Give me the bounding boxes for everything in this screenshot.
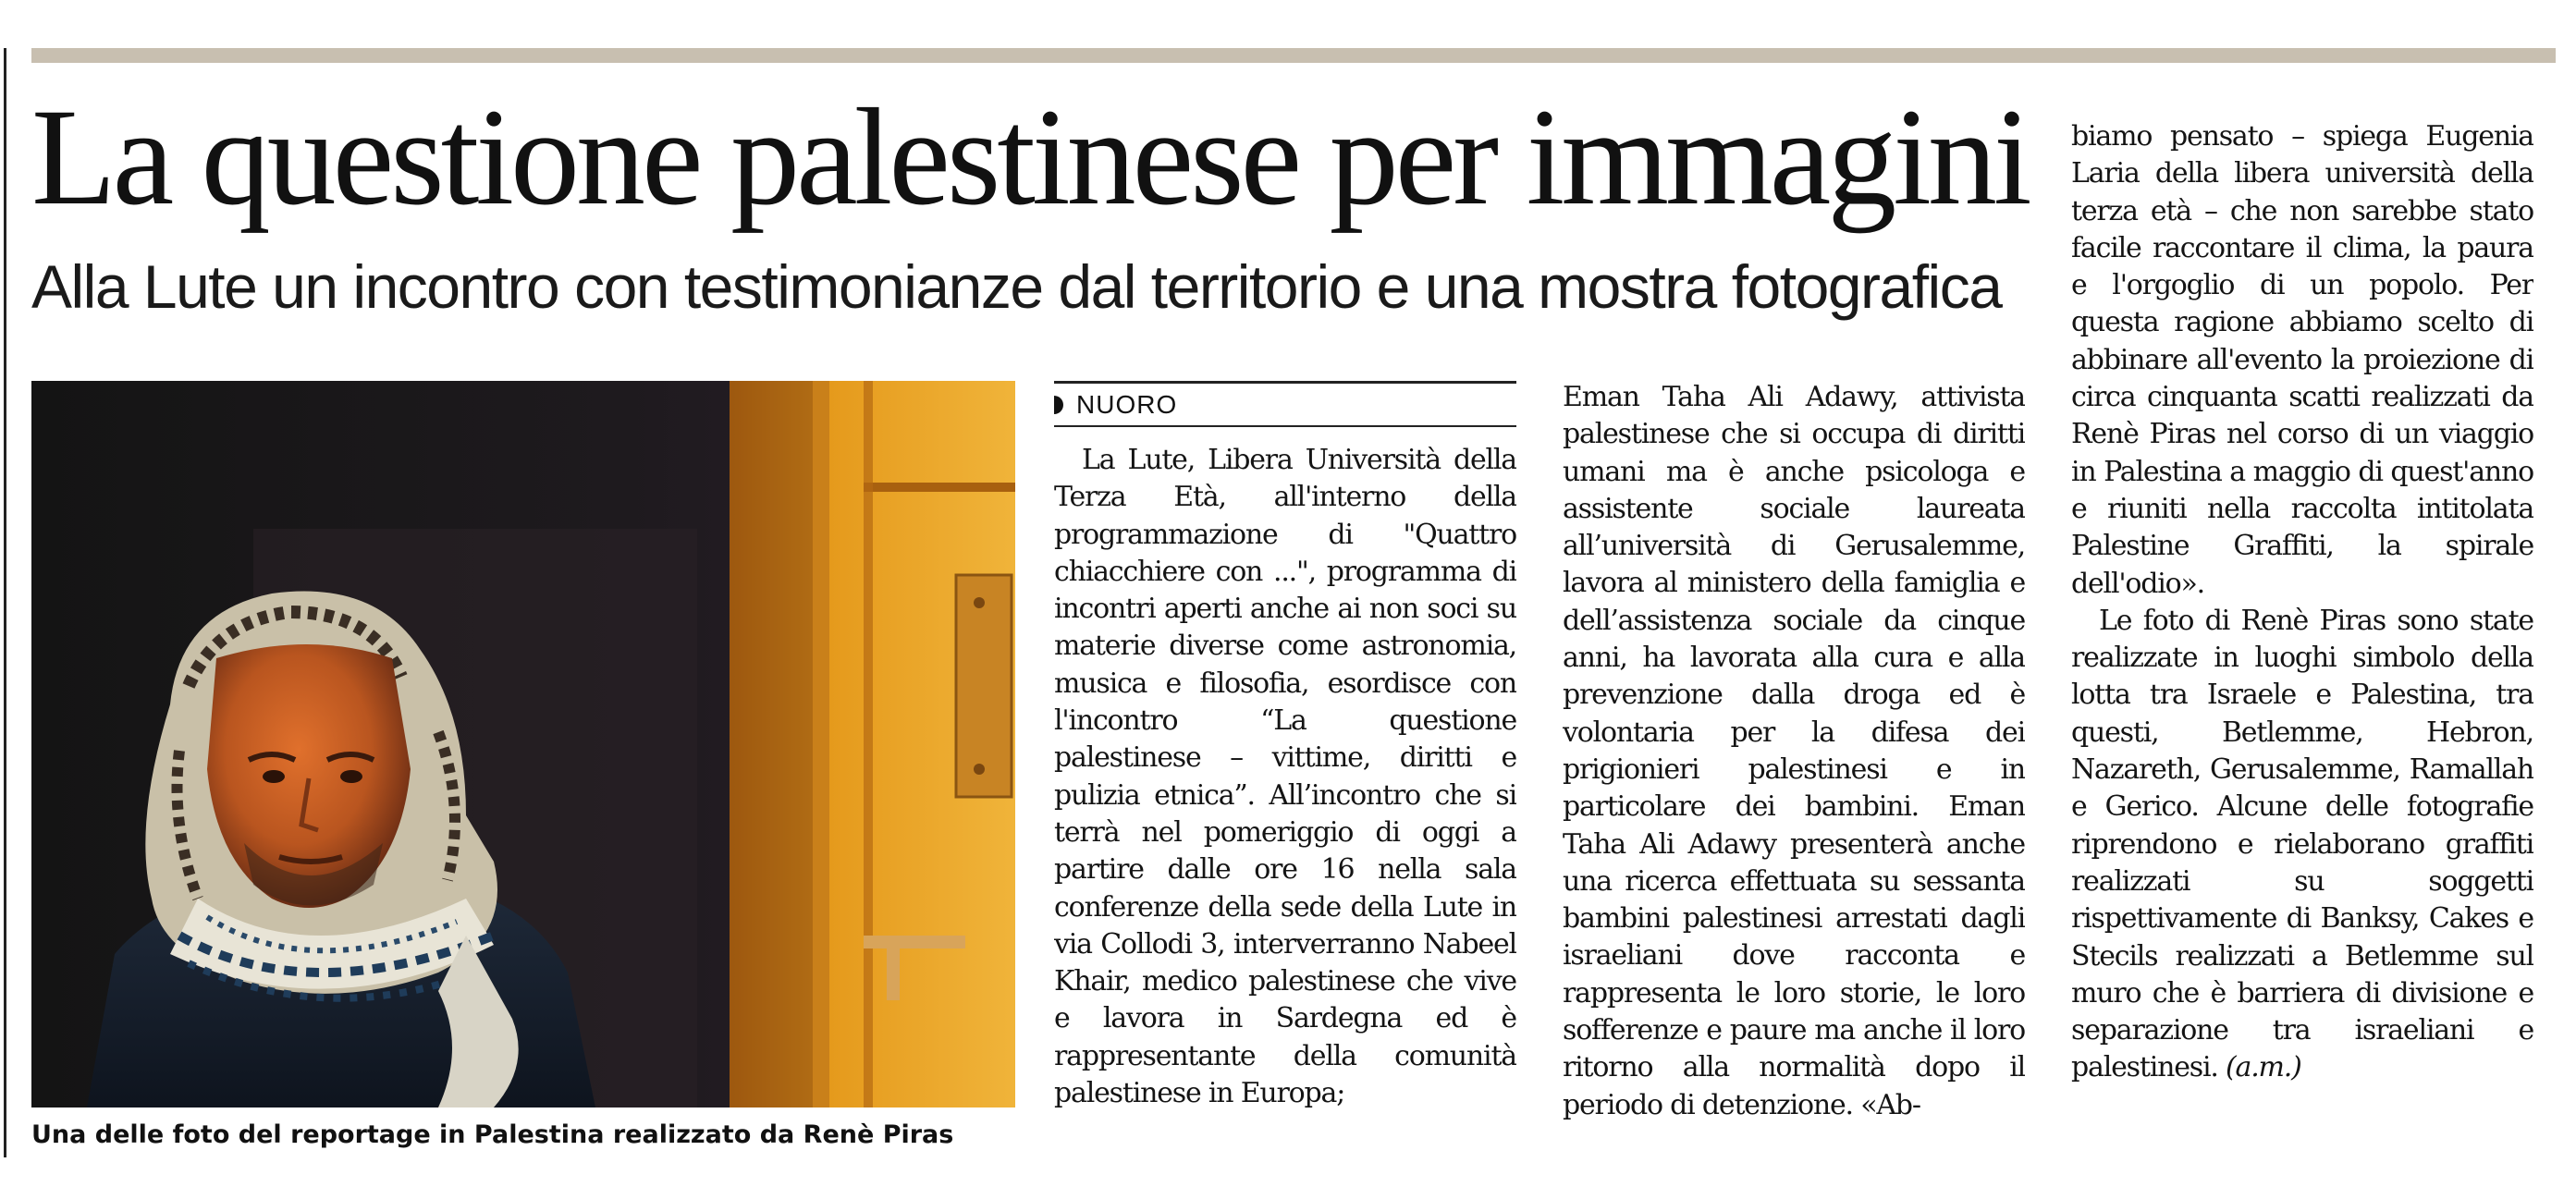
- article-paragraph: Eman Taha Ali Adawy, attivista palestinese che si occupa di diritti umani ma è anche psicologa e assistente sociale laureata all’università di Gerusalemme, lavora al ministero della famiglia e dell’assistenza sociale da cinque anni, ha lavorata alla cura e alla prevenzione dalla droga ed è volontaria per la difesa dei prigionieri palestinesi e in particolare dei bambini. Eman Taha Ali Adawy presenterà anche una ricerca effettuata su sessanta bambini palestinesi arrestati dagli israeliani dove racconta e rappresenta le loro storie, le loro sofferenze e paure ma anche il loro ritorno alla normalità dopo il periodo di detenzione. «Ab-: [1563, 381, 2025, 1121]
- article-paragraph-last: [2071, 603, 2533, 1087]
- author-signature: (a.m.): [2226, 1051, 2301, 1084]
- article-paragraph-text: Le foto di Renè Piras sono state realizzate in luoghi simbolo della lotta tra Israele e Palestina, tra questi, Betlemme, Hebron, Nazareth, Gerusalemme, Ramallah e Gerico. Alcune delle fotografie riprendono e rielaborano graffiti realizzati su soggetti rispettivamente di Banksy, Cakes e Stecils realizzati a Betlemme sul muro che è barriera di divisione e separazione tra israeliani e palestinesi.: [2071, 604, 2533, 1084]
- article-column-2: [1563, 379, 2025, 1156]
- article-paragraph: biamo pensato – spiega Eugenia Laria della libera università della terza età – che non sarebbe stato facile raccontare il clima, la paura e l'orgoglio di un popolo. Per questa ragione abbiamo scelto di abbinare all'evento la proiezione di circa cinquanta scatti realizzati da Renè Piras nel corso di un viaggio in Palestina a maggio di quest'anno e riuniti nella raccolta intitolata Palestine Graffiti, la spirale dell'odio».: [2071, 120, 2533, 600]
- kicker-marker-icon: [1054, 396, 1063, 414]
- header-color-band: [31, 48, 2556, 63]
- kicker-label: NUORO: [1076, 389, 1178, 419]
- article-photo: [31, 381, 1015, 1107]
- article-column-1: [1054, 442, 1516, 1154]
- article-headline: La questione palestinese per immagini: [31, 80, 2029, 234]
- page-left-rule: [4, 48, 6, 1157]
- section-kicker: [1054, 381, 1516, 427]
- article-subheadline: Alla Lute un incontro con testimonianze dal territorio e una mostra fotografica: [31, 252, 2002, 321]
- article-column-3: [2071, 118, 2533, 1154]
- article-paragraph: La Lute, Libera Università della Terza Età, all'interno della programmazione di "Quattro chiacchiere con ...", programma di incontri aperti anche ai non soci su materie diverse come astronomia, musica e filosofia, esordisce con l'incontro “La questione palestinese – vittime, diritti e pulizia etnica”. All’incontro che si terrà nel pomeriggio di oggi a partire dalle ore 16 nella sala conferenze della sede della Lute in via Collodi 3, interverranno Nabeel Khair, medico palestinese che vive e lavora in Sardegna ed è rappresentante della comunità palestinese in Europa;: [1054, 444, 1516, 1110]
- photo-caption: Una delle foto del reportage in Palestina realizzato da Renè Piras: [31, 1120, 954, 1149]
